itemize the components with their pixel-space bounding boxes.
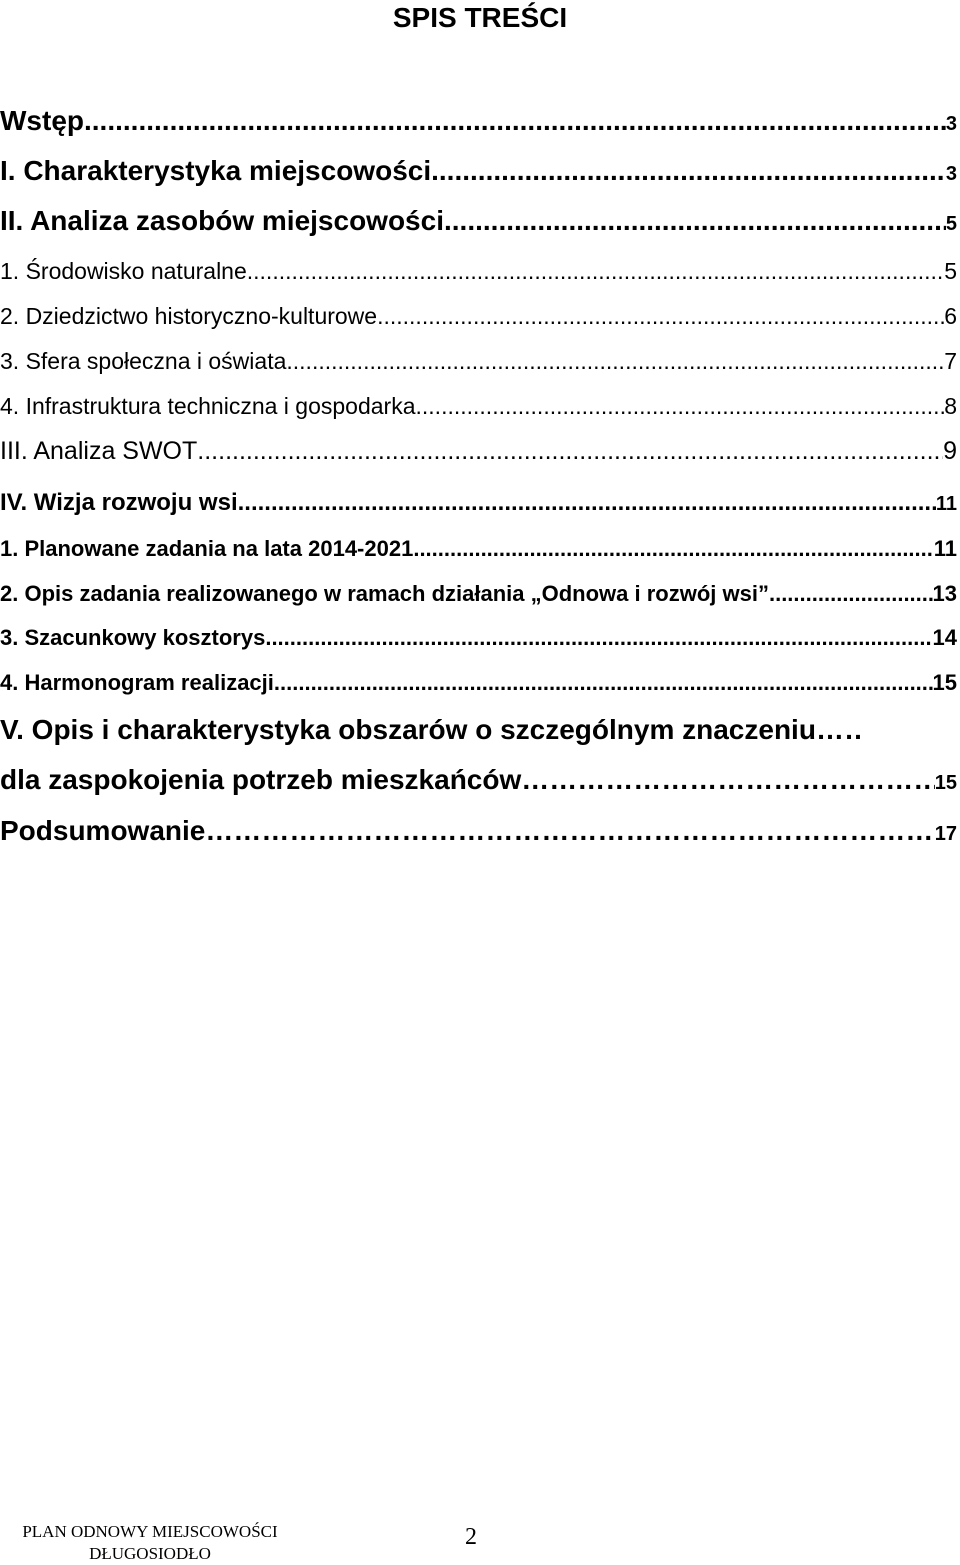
toc-entry-page: 5 xyxy=(944,258,957,284)
toc-entry-label: IV. Wizja rozwoju wsi xyxy=(0,489,238,516)
toc-entry-label: dla zaspokojenia potrzeb mieszkańców xyxy=(0,764,522,795)
toc-entry-dziedzictwo[interactable] xyxy=(0,300,957,332)
toc-entry-label: V. Opis i charakterystyka obszarów o szczególnym znaczeniu xyxy=(0,714,816,745)
toc-entry-label: 4. Harmonogram realizacji xyxy=(0,670,274,695)
toc-entry-label: I. Charakterystyka miejscowości xyxy=(0,155,432,186)
toc-entry-page: 7 xyxy=(944,348,957,374)
toc-title: SPIS TREŚCI xyxy=(392,2,568,33)
toc-leader xyxy=(816,710,864,750)
toc-entry-page: 11 xyxy=(933,536,957,561)
toc-leader xyxy=(238,486,936,520)
toc-entry-infrastruktura[interactable] xyxy=(0,390,957,422)
footer-document-name xyxy=(0,1521,300,1565)
toc-entry-label: 3. Sfera społeczna i oświata xyxy=(0,348,287,374)
toc-entry-page: 8 xyxy=(944,393,957,419)
toc-entry-page: 15 xyxy=(932,670,957,695)
toc-entry-podsumowanie[interactable] xyxy=(0,811,957,854)
toc-leader xyxy=(247,255,944,287)
toc-entry-srodowisko[interactable] xyxy=(0,255,957,287)
toc-leader xyxy=(377,300,944,332)
toc-entry-page: 14 xyxy=(932,625,957,650)
toc-entry-sfera-spoleczna[interactable] xyxy=(0,345,957,377)
toc-entry-zaspokojenie-potrzeb[interactable] xyxy=(0,760,957,803)
toc-leader xyxy=(274,668,933,698)
toc-entry-page: 3 xyxy=(945,163,957,185)
toc-entry-kosztorys[interactable] xyxy=(0,623,957,653)
toc-entry-page: 17 xyxy=(934,823,957,845)
toc-entry-label: 4. Infrastruktura techniczna i gospodarka xyxy=(0,393,416,419)
toc-entry-page: 13 xyxy=(932,581,957,606)
toc-entry-label: 1. Środowisko naturalne xyxy=(0,258,247,284)
toc-leader xyxy=(84,101,946,141)
toc-entry-charakterystyka[interactable] xyxy=(0,151,957,194)
toc-entry-opis-zadania[interactable] xyxy=(0,579,957,609)
toc-entry-label: Wstęp xyxy=(0,105,84,136)
toc-leader xyxy=(205,811,934,851)
toc-entry-wizja-rozwoju[interactable] xyxy=(0,486,957,521)
footer-page-number: 2 xyxy=(465,1524,477,1550)
footer-line-1: PLAN ODNOWY MIEJSCOWOŚCI xyxy=(22,1522,278,1541)
toc-leader xyxy=(769,579,933,609)
toc-entry-label: 3. Szacunkowy kosztorys xyxy=(0,625,266,650)
toc-leader xyxy=(431,151,946,191)
toc-entry-page: 9 xyxy=(943,437,957,465)
toc-leader xyxy=(265,623,932,653)
toc-leader xyxy=(413,534,933,564)
toc-entry-planowane-zadania[interactable] xyxy=(0,534,957,564)
toc-leader xyxy=(444,201,946,241)
footer-line-2: DŁUGOSIODŁO xyxy=(89,1544,211,1563)
toc-entry-label: Podsumowanie xyxy=(0,815,206,846)
toc-entry-page: 3 xyxy=(945,113,957,135)
toc-entry-page: 11 xyxy=(935,493,957,515)
toc-entry-opis-obszarow[interactable] xyxy=(0,710,957,750)
toc-entry-page: 6 xyxy=(944,303,957,329)
toc-entry-wstep[interactable] xyxy=(0,101,957,144)
toc-entry-label: 2. Dziedzictwo historyczno-kulturowe xyxy=(0,303,378,329)
toc-leader xyxy=(416,390,945,422)
toc-entry-label: 1. Planowane zadania na lata 2014-2021 xyxy=(0,536,414,561)
toc-entry-harmonogram[interactable] xyxy=(0,668,957,698)
toc-leader xyxy=(521,760,934,800)
toc-entry-label: 2. Opis zadania realizowanego w ramach działania „Odnowa i rozwój wsi” xyxy=(0,581,769,606)
toc-entry-label: II. Analiza zasobów miejscowości xyxy=(0,205,444,236)
toc-entry-page: 15 xyxy=(934,772,957,794)
toc-entry-analiza-zasobow[interactable] xyxy=(0,201,957,244)
toc-leader xyxy=(286,345,944,377)
toc-entry-label: III. Analiza SWOT xyxy=(0,437,198,465)
toc-entry-analiza-swot[interactable] xyxy=(0,434,957,468)
toc-entry-page: 5 xyxy=(945,213,957,235)
toc-leader xyxy=(197,434,943,468)
